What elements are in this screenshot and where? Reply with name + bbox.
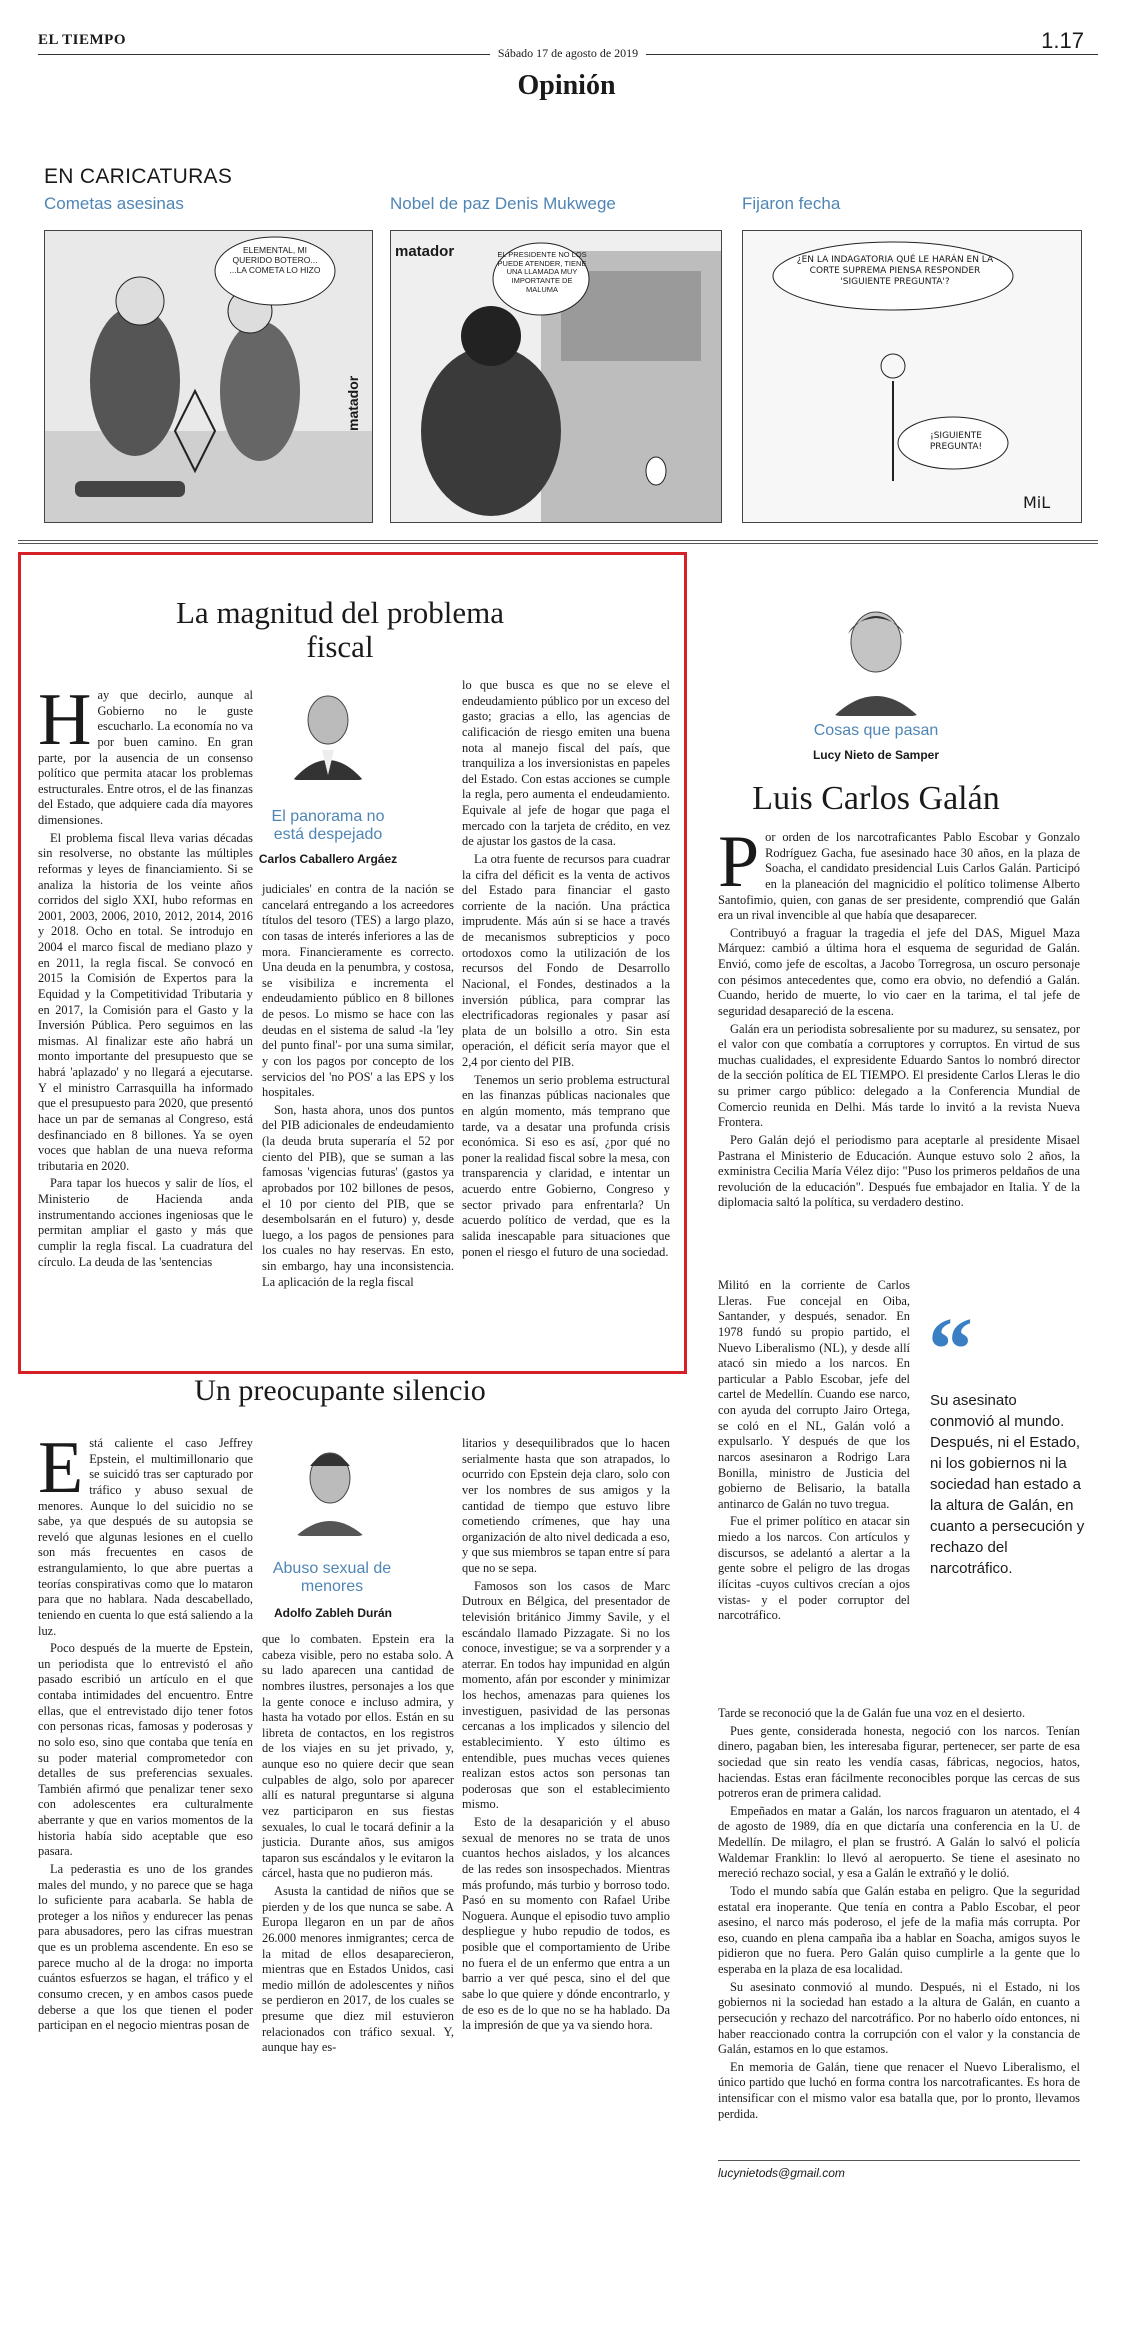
article3-p3: Galán era un periodista sobresaliente por su madurez, su sensatez, por el valor con que combatía a corruptores y corruptos. En virtud de sus muchas cualidades, el expresidente Eduardo Santos lo nombró director de la sección política de EL TIEMPO. El presidente Carlos Lleras le dio su primer cargo público: delegado a la Conferencia Mundial de Comercio reunida en Delhi. Más tarde lo invitó a la revista Nueva Frontera.	[718, 1021, 1080, 1130]
email-rule	[718, 2160, 1080, 2161]
article2-p3: La pederastia es uno de los grandes males del mundo, y no parece que se haga lo suficiente para acabarla. Se habla de proteger a los niños y endurecer las penas para abusadores, pero las cifras muestran que es un problema ascendente. En eso se parece mucho al de la droga: no importa cuántos esfuerzos se hagan, el tráfico y el consumo crecen, y en ambos casos puede deberse a que los que tienen el poder participan en el negocio mientras posan de	[38, 1861, 253, 2033]
article3-p6: Fue el primer político en atacar sin miedo a los narcos. Con artículos y discursos, se adelantó a alertar a la gente sobre el peligro de las drogas ilícitas -cuyos cultivos crecían a ojos vistas- y el poder corruptor del narcotráfico.	[718, 1514, 910, 1623]
cartoon-nobel	[390, 230, 722, 523]
quote-icon: “	[928, 1300, 973, 1399]
article2-p8: Esto de la desaparición y el abuso sexual de menores no se trata de unos cuantos hechos aislados, y los alcances de las redes son insospechados. Mientras más profundo, más turbio y borroso todo. Pasó en su momento con Rafael Uribe Noguera. Aunque el episodio tuvo amplio despliegue y hubo repudio de todos, es posible que el comportamiento de Uribe no fuera el de un enfermo que entra a un barrio a ver qué pesca, sino el del que sabe lo que quiere y dónde encontrarlo, y de eso es de lo que no se ha hablado. Da la impresión de que ya va siendo hora.	[462, 1815, 670, 2033]
article1-p5: Son, hasta ahora, unos dos puntos del PIB adicionales de endeudamiento (la deuda bruta superaría el 52 por ciento del PIB), que se suman a las famosas 'vigencias futuras' (gastos ya aprobados por 102 billones de pesos, el 10 por ciento del PIB, que se desembolsarán en el futuro) y, desde luego, a los pagos de pensiones para los cuales no hay reservas. En esto, sin embargo, hay una inconsistencia. La aplicación de la regla fiscal	[262, 1102, 454, 1289]
article2-title: Un preocupante silencio	[194, 1374, 486, 1407]
article3-p1	[718, 821, 1080, 924]
article1-col2	[262, 882, 454, 1292]
page-number: 1.17	[1041, 28, 1084, 53]
article3-author: Lucy Nieto de Samper	[812, 748, 940, 762]
article3-title: Luis Carlos Galán	[752, 780, 1000, 817]
dropcap-h: H	[38, 679, 92, 761]
article3-p1-text: or orden de los narcotraficantes Pablo Escobar y Gonzalo Rodríguez Gacha, fue asesinado hace 30 años, en la plaza de Soacha, el candidato presidencial Luis Carlos Galán. Participó en la planeación del magnicidio el político tolimense Alberto Santofimio, quien, con ganas de ser presidente, comprendió que Galán era un rival invencible al que había que desaparecer.	[718, 830, 1080, 923]
article2-author: Adolfo Zableh Durán	[274, 1606, 392, 1620]
author-portrait-nieto	[826, 590, 926, 716]
article1-col1	[38, 679, 253, 1272]
cartoon-bubble-2: EL PRESIDENTE NO LOS PUEDE ATENDER, TIENE UNA LLAMADA MUY IMPORTANTE DE MALUMA	[497, 250, 587, 294]
article3-pull-quote: Su asesinato conmovió al mundo. Después, ni el Estado, ni los gobiernos ni la sociedad han estado a la altura de Galán, en cuanto a persecución y rechazo del narcotráfico.	[930, 1392, 1085, 1577]
article2-p4: que lo combaten. Epstein era la cabeza visible, pero no estaba solo. A su lado aparecen una cantidad de nombres ilustres, personajes a los que la gente conoce e incluso admira, y hasta ha votado por ellos. Están en su libreta de contactos, en los registros de los viajes en su jet privado, y, aunque eso no quiere decir que sean culpables de algo, solo por aparecer allí es natural preguntarse si alguna vez participaron en sus fiestas sexuales, lo cual le tocará definir a la justicia. Durante años, sus amigos taparon sus escándalos y le evitaron la cárcel, hasta que no pudieron más.	[262, 1632, 454, 1881]
article2-p1-text: stá caliente el caso Jeffrey Epstein, el multimillonario que se suicidó tras ser capturado por tráfico y abuso sexual de menores. Aunque lo del suicidio no se sabe, ya que después de su autopsia se reveló que algunas lesiones en el cuello son más frecuentes en casos de estrangulamiento, lo que abre puertas a teorías conspirativas como que lo mataron para que no hablara. Nada descabellado, teniendo en cuenta lo que está saliendo a la luz.	[38, 1436, 253, 1638]
dropcap-e: E	[38, 1427, 84, 1509]
article2-p5: Asusta la cantidad de niños que se pierden y de los que nunca se sabe. A Europa llegaron en un par de años 26.000 menores inmigrantes; cerca de la mitad de ellos desaparecieron, mientras que en Estados Unidos, casi medio millón de adolescentes y niños se perdieron en 2017, de los cuales se presume que diez mil estuvieron relacionados con tráfico sexual. Y, aunque hay es-	[262, 1884, 454, 2055]
article1-title: La magnitud del problema fiscal	[176, 595, 504, 665]
brand-logo: EL TIEMPO	[38, 32, 126, 48]
article3-p9: Empeñados en matar a Galán, los narcos fraguaron un atentado, el 4 de agosto de 1989, día en que dictaría una conferencia en la U. de Medellín. De milagro, el plan se frustró. A Galán lo salvó el policía Waldemar Franklin: lo llevó al aeropuerto. Se tiene el asesinato no mereció rechazo social, y esa a Galán le extrañó y le dolió.	[718, 1803, 1080, 1881]
date: Sábado 17 de agosto de 2019	[490, 46, 646, 60]
article3-p10: Todo el mundo sabía que Galán estaba en peligro. Que la seguridad estatal era inoperante. Que tenía en contra a Pablo Escobar, el peor asesino, el narco más poderoso, el jefe de la mafia más corrupta. Por eso, cuando en plena campaña iba a hablar en Soacha, amigos suyos le pidieron que no fuera. Pero Galán quiso cumplirle a la gente que lo esperaba en la plaza de esa localidad.	[718, 1883, 1080, 1976]
masthead	[38, 28, 1098, 68]
article1-p6: lo que busca es que no se eleve el endeudamiento público por un exceso del gasto; gracias a ello, las agencias de calificación de riesgo emiten una buena nota al manejo fiscal del país, que tranquiliza a los inversionistas en papeles del Estado. Con estas acciones se cumple la regla, pero aumenta el endeudamiento. Equivale al jefe de hogar que paga el mercado con la tarjeta de crédito, en vez de ajustar los gastos de la casa.	[462, 678, 670, 849]
cartoon-cometas	[44, 230, 373, 523]
article1-col3	[462, 678, 670, 1262]
article3-p4: Pero Galán dejó el periodismo para aceptarle al presidente Misael Pastrana el Ministerio de Educación. Aunque estuvo solo 2 años, la exministra Cecilia María Vélez dijo: "Puso los primeros peldaños de una revolución de la educación". Después fue embajador en Italia. Y de la diplomacia saltó la política, su verdadero destino.	[718, 1132, 1080, 1210]
article1-p4: judiciales' en contra de la nación se cancelará entregando a los acreedores títulos del tesoro (TES) a largo plazo, con tasas de interés inferiores a las de mora. Financieramente es correcto. Una deuda en la penumbra, y costosa, se visibiliza e incrementa el endeudamiento público en 8 billones de pesos. Lo mismo se hace con las deudas en el sistema de salud -la 'ley del punto final'- por una suma similar, y con los pagos por concepto de los servicios del 'no POS' a las EPS y los hospitales.	[262, 882, 454, 1100]
cartoon-caption-3: Fijaron fecha	[742, 194, 841, 213]
author-portrait-zableh	[292, 1436, 368, 1536]
cartoon-bubble-3b: ¡SIGUIENTE PREGUNTA!	[929, 431, 983, 452]
article2-col3	[462, 1436, 670, 2036]
article1-author: Carlos Caballero Argáez	[258, 852, 398, 866]
article2-p6: litarios y desequilibrados que lo hacen serialmente hasta que son atrapados, lo ocurrido con Epstein deja claro, solo con ver los nombres de sus amigos y la cantidad de tiempo que estuvo libre cometiendo crímenes, que hay una organización de alto nivel dedicada a eso, y que sus miembros se tapan entre sí para que no se sepa.	[462, 1436, 670, 1575]
article2-col1	[38, 1427, 253, 2036]
article2-col2	[262, 1632, 454, 2058]
author-email: lucynietods@gmail.com	[718, 2166, 845, 2180]
article1-p3: Para tapar los huecos y salir de líos, el Ministerio de Hacienda anda instrumentando acciones ingeniosas que le permitan ampliar el gasto y más que cumplir la regla fiscal. La cuadratura del círculo. La deuda de las 'sentencias	[38, 1176, 253, 1269]
article3-p2: Contribuyó a fraguar la tragedia el jefe del DAS, Miguel Maza Márquez: cambió a última hora el esquema de seguridad de Galán. Envió, como jefe de escoltas, a Jacobo Torregrosa, un oscuro personaje con pésimos antecedentes que, como era obvio, no defendió a Galán. Cuando, herido de muerte, lo vio caer en la tarima, el tal jefe de seguridad desapareció de la escena.	[718, 925, 1080, 1018]
article3-column-name: Cosas que pasan	[813, 722, 939, 739]
article3-p11: Su asesinato conmovió al mundo. Después, ni el Estado, ni los gobiernos ni la sociedad han estado a la altura de Galán, en cuanto a persecución y rechazo del narcotráfico. Por no haberlo oído entonces, ni haber reaccionado contra la corrupción con el valor y la constancia de Galán, estamos en lo que estamos.	[718, 1979, 1080, 2057]
article1-p7: La otra fuente de recursos para cuadrar la cifra del déficit es la venta de activos del Estado para financiar el gasto corriente de la nación. Una práctica imprudente. Más aún si se hace a través de mecanismos subrepticios y poco ortodoxos como la utilización de los recursos del Fondo de Desarrollo Nacional, el Fondes, destinados a la inversión pública, para comprar las electrificadoras regionales y pasar así plata de un bolsillo a otro. Sin esta operación, el déficit sería mayor que el 2,4 por ciento del PIB.	[462, 851, 670, 1069]
section-title: Opinión	[517, 70, 616, 101]
article1-p8: Tenemos un serio problema estructural en las finanzas públicas nacionales que en algún momento, más temprano que tarde, va a desatar una profunda crisis económica. Si eso es así, ¿por qué no poner la realidad fiscal sobre la mesa, con transparencia y claridad, e intentar un acuerdo entre Gobierno, Congreso y sector privado para enfrentarla? Un acuerdo político de verdad, que es la salida inescapable para situaciones que ponen el riesgo el futuro de una sociedad.	[462, 1072, 670, 1259]
article3-p5: Militó en la corriente de Carlos Lleras. Fue concejal en Oiba, Santander, y después, senador. En 1978 fundó su propio partido, el Nuevo Liberalismo (NL), y desde allí atacó sin miedo a los narcos. En particular a Pablo Escobar, jefe del cartel de Medellín. Cuando ese narco, con ayuda del corrupto Jairo Ortega, se coló en el NL, Galán voló a expulsarlo. Y después de que los narcos asesinaron a Rodrigo Lara Bonilla, ministro de Justicia del gobierno de Belisario, la batalla antinarco de Galán no tuvo tregua.	[718, 1278, 910, 1511]
cartoon-bubble-1: ELEMENTAL, MI QUERIDO BOTERO... ...LA COMETA LO HIZO	[229, 245, 321, 275]
author-portrait-caballero	[288, 680, 368, 780]
cartoon-caption-2: Nobel de paz Denis Mukwege	[390, 194, 616, 213]
article2-p1	[38, 1427, 253, 1639]
article3-p8: Pues gente, considerada honesta, negoció con los narcos. Tenían dinero, pagaban bien, les interesaba figurar, pertenecer, ser parte de esa sociedad que sin reato les vendía casas, fábricas, negocios, hatos, haciendas. Estas eran fácilmente reconocibles porque las cercas de sus potreros eran de primera calidad.	[718, 1723, 1080, 1801]
cartoon-signature-1: matador	[345, 375, 361, 431]
article3-col-top	[718, 821, 1080, 1213]
section-divider-2	[18, 543, 1098, 544]
article1-p1-text: ay que decirlo, aunque al Gobierno no le guste escucharlo. La economía no va por buen camino. En gran parte, por la ausencia de un consenso político que permita atacar los problemas estructurales. Entre otros, el de las finanzas del Estado, que adquiere cada día mayores dimensiones.	[38, 688, 253, 827]
cartoon-caption-1: Cometas asesinas	[44, 194, 184, 213]
article1-p1	[38, 679, 253, 829]
cartoon-signature-2: matador	[395, 243, 455, 260]
article1-p2: El problema fiscal lleva varias décadas sin resolverse, no obstante las múltiples reformas y leyes de financiamiento. Si se analiza la historia de los veinte años corridos del siglo XXI, hubo reformas en 2001, 2003, 2006, 2010, 2012, 2014, 2016 y 2018. Ocho en total. Se introdujo en 2004 el marco fiscal de mediano plazo y en 2011, la regla fiscal. Se convocó en 2015 la Comisión de Expertos para la Equidad y la Competitividad Tributaria y en 2017, la Comisión para el Gasto y la Inversión Pública. Pero seguimos en las mismas. Al finalizar este año habrá un monto importante del presupuesto que se habrá 'aplazado' y no llegará a ejecutarse. Y el ministro Carrasquilla ha informado que el presupuesto para 2020, que presentó hace un par de semanas al Congreso, está desfinanciado en 8 billones. Ya se oyen voces que hablan de una nueva reforma tributaria en 2020.	[38, 830, 253, 1173]
section-divider	[18, 540, 1098, 541]
article1-column-name: El panorama no está despejado	[271, 808, 385, 844]
article2-p7: Famosos son los casos de Marc Dutroux en Bélgica, del presentador de televisión británico Jimmy Savile, y el escándalo llamado Pizzagate. Si no los conoce, investigue; se va a sorprender y a aterrar. En todos hay impunidad en algún momento, afán por esconder y minimizar los hechos, amenazas para quienes los investiguen, pasividad de las personas cercanas a los implicados y silencio del establecimiento. Y esto último es entendible, pues muchas veces quienes realizan estos actos son personas tan poderosas que son el establecimiento mismo.	[462, 1578, 670, 1812]
article2-p2: Poco después de la muerte de Epstein, un periodista que lo entrevistó el año pasado escribió un artículo en el que contaba intimidades del encuentro. Entre ellas, que el entrevistado dijo tener fotos con personas ricas, famosas y poderosas y no solo eso, sino que contaba que tenía en su poder material comprometedor con detalles de sus preferencias sexuales. También afirmó que penalizar tener sexo con adolescentes era culturalmente aberrante y que en varios momentos de la historia había sido aceptable que eso pasara.	[38, 1641, 253, 1859]
dateline	[38, 46, 1098, 61]
article2-column-name: Abuso sexual de menores	[272, 1560, 392, 1596]
cartoon-bubble-3: ¿EN LA INDAGATORIA QUÉ LE HARÁN EN LA CORTE SUPREMA PIENSA RESPONDER 'SIGUIENTE PREGUNTA'?	[796, 255, 994, 287]
article3-col-bottom	[718, 1706, 1080, 2124]
article3-p7: Tarde se reconoció que la de Galán fue una voz en el desierto.	[718, 1706, 1026, 1720]
cartoon-fijaron	[742, 230, 1082, 523]
article3-col-narrow	[718, 1278, 910, 1626]
cartoon-signature-3: MiL	[1023, 493, 1051, 512]
caricaturas-header: EN CARICATURAS	[44, 165, 233, 188]
dropcap-p: P	[718, 821, 760, 903]
article3-p12: En memoria de Galán, tiene que renacer el Nuevo Liberalismo, el único partido que luchó en forma contra los narcotraficantes. Es hora de intensificar con el mismo valor esa batalla que, por lo pronto, llevamos perdida.	[718, 2059, 1080, 2121]
